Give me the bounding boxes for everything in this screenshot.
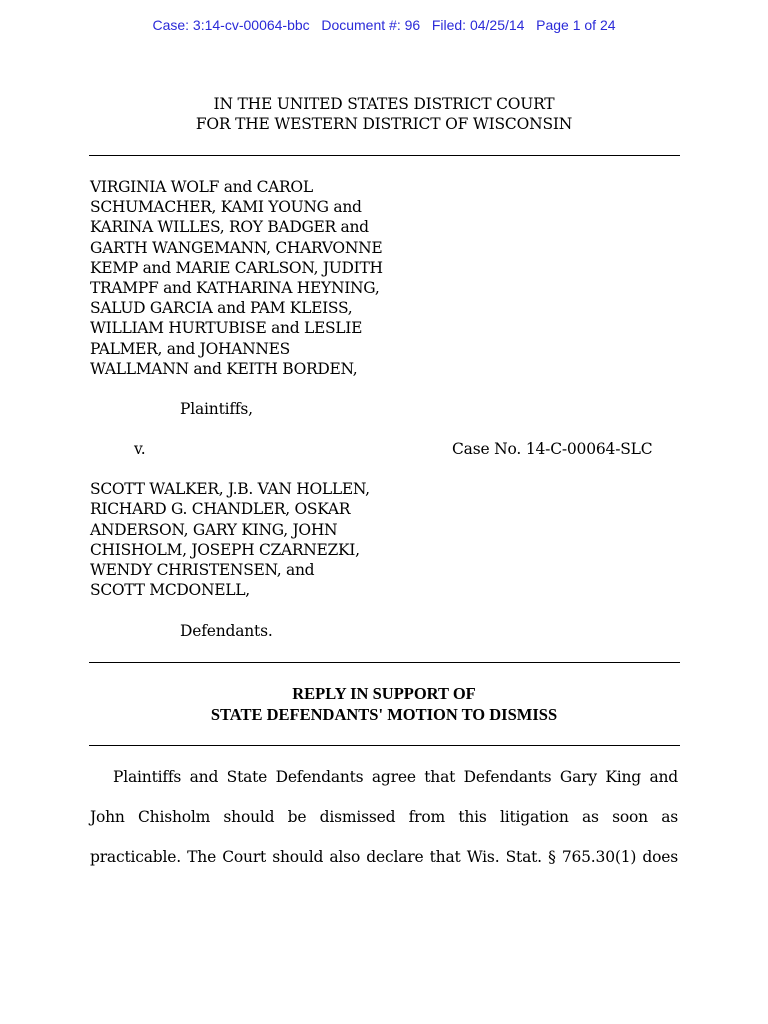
defendants-role-label: Defendants. (180, 622, 273, 640)
court-name-line: IN THE UNITED STATES DISTRICT COURT (213, 95, 555, 113)
caption-bottom-rule (89, 662, 680, 663)
plaintiff-line: VIRGINIA WOLF and CAROL (90, 178, 313, 196)
versus-label: v. (134, 440, 146, 458)
title-bottom-rule (89, 745, 680, 746)
body-line: John Chisholm should be dismissed from this litigation as soon as (90, 808, 678, 826)
document-title (0, 683, 768, 725)
caption-top-rule (89, 155, 680, 156)
plaintiff-line: TRAMPF and KATHARINA HEYNING, (90, 279, 380, 298)
plaintiff-line: SALUD GARCIA and PAM KLEISS, (90, 299, 353, 318)
body-line: Plaintiffs and State Defendants agree that Defendants Gary King and (113, 768, 678, 786)
body-line: practicable. The Court should also declare that Wis. Stat. § 765.30(1) does (90, 848, 678, 866)
defendant-line: SCOTT MCDONELL, (90, 581, 250, 600)
plaintiff-line: WILLIAM HURTUBISE and LESLIE (90, 319, 363, 338)
plaintiff-line: KEMP and MARIE CARLSON, JUDITH (90, 258, 383, 277)
plaintiffs-block (90, 177, 420, 379)
plaintiff-line: PALMER, and JOHANNES (90, 339, 290, 358)
defendant-line: ANDERSON, GARY KING, JOHN (90, 520, 338, 539)
case-number: Case No. 14-C-00064-SLC (452, 440, 653, 458)
defendant-line: RICHARD G. CHANDLER, OSKAR (90, 500, 351, 519)
court-district-line: FOR THE WESTERN DISTRICT OF WISCONSIN (195, 115, 573, 133)
defendant-line: WENDY CHRISTENSEN, and (90, 561, 315, 580)
plaintiff-line: WALLMANN and KEITH BORDEN, (90, 359, 358, 378)
defendant-line: SCOTT WALKER, J.B. VAN HOLLEN, (90, 480, 370, 498)
court-caption (0, 94, 768, 134)
plaintiffs-role-label: Plaintiffs, (180, 400, 253, 418)
plaintiff-line: GARTH WANGEMANN, CHARVONNE (90, 238, 383, 257)
case-header-stamp: Case: 3:14-cv-00064-bbc Document #: 96 Filed: 04/25/14 Page 1 of 24 (152, 17, 616, 33)
defendant-line: CHISHOLM, JOSEPH CZARNEZKI, (90, 540, 360, 559)
document-title-line: REPLY IN SUPPORT OF (292, 684, 476, 703)
defendants-block (90, 479, 420, 601)
plaintiff-line: SCHUMACHER, KAMI YOUNG and (90, 198, 362, 217)
plaintiff-line: KARINA WILLES, ROY BADGER and (90, 218, 369, 237)
document-title-line: STATE DEFENDANTS' MOTION TO DISMISS (210, 705, 558, 724)
body-paragraph (90, 764, 678, 884)
